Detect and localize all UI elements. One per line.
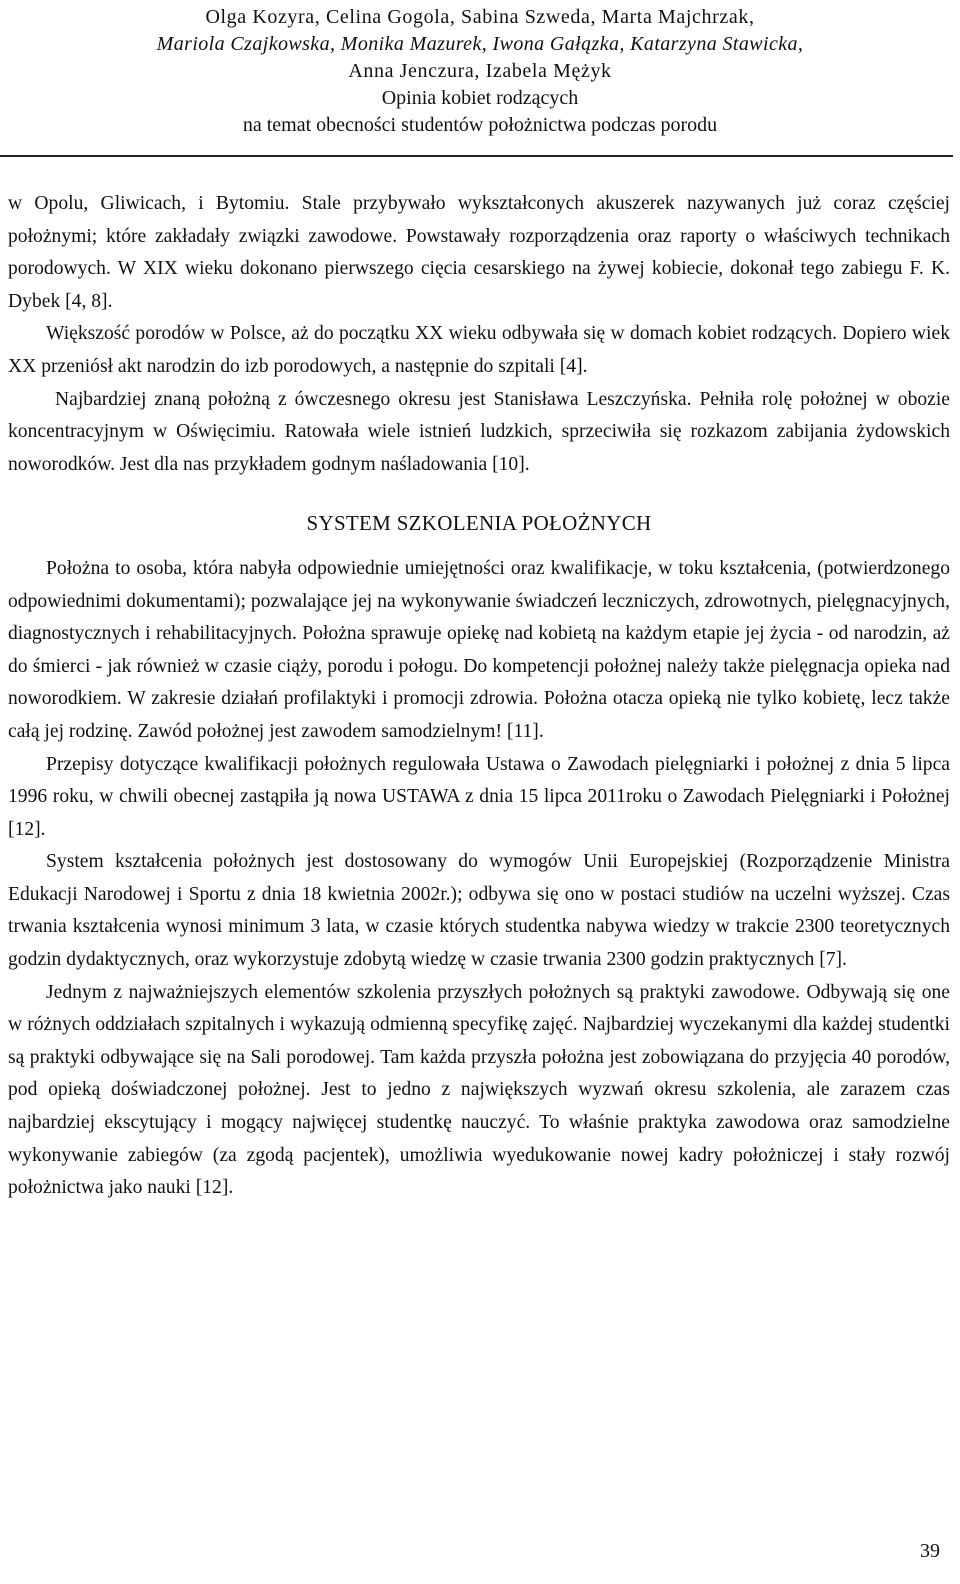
paragraph: Przepisy dotyczące kwalifikacji położnych regulowała Ustawa o Zawodach pielęgniarki i położnej z dnia 5 lipca 1996 roku, w chwili obecnej zastąpiła ją nowa USTAWA z dnia 15 lipca 2011roku o Zawodach Pielęgniarki i Położnej [12].: [8, 753, 950, 840]
paragraph: w Opolu, Gliwicach, i Bytomiu. Stale przybywało wykształconych akuszerek nazywanych już coraz częściej położnymi; które zakładały związki zawodowe. Powstawały rozporządzenia oraz raporty o właściwych technikach porodowych. W XIX wieku dokonano pierwszego cięcia cesarskiego na żywej kobiecie, dokonał tego zabiegu F. K. Dybek [4, 8].: [8, 193, 950, 312]
header-divider: [0, 155, 953, 157]
paragraph: Jednym z najważniejszych elementów szkolenia przyszłych położnych są praktyki zawodowe. Odbywają się one w różnych oddziałach szpitalnych i wykazują odmienną specyfikę zajęć. Najbardziej wyczekanymi dla każdej studentki są praktyki odbywające się na Sali porodowej. Tam każda przyszła położna jest zobowiązana do przyjęcia 40 porodów, pod opieką doświadczonej położnej. Jest to jedno z największych wyzwań okresu szkolenia, ale zarazem czas najbardziej ekscytujący i mogący najwięcej studentkę nauczyć. To właśnie praktyka zawodowa oraz samodzielne wykonywanie zabiegów (za zgodą pacjentek), umożliwia wyedukowanie nowej kadry położniczej i stały rozwój położnictwa jako nauki [12].: [8, 981, 950, 1199]
header-authors-line: Mariola Czajkowska, Monika Mazurek, Iwona Gałązka, Katarzyna Stawicka,: [156, 33, 804, 55]
header-title-line: na temat obecności studentów położnictwa podczas porodu: [242, 114, 718, 136]
header-authors-line: Olga Kozyra, Celina Gogola, Sabina Szweda, Marta Majchrzak,: [205, 6, 755, 28]
running-header: [0, 0, 960, 139]
section-heading: SYSTEM SZKOLENIA POŁOŻNYCH: [306, 511, 652, 536]
paragraph: System kształcenia położnych jest dostosowany do wymogów Unii Europejskiej (Rozporządzenie Ministra Edukacji Narodowej i Sportu z dnia 18 kwietnia 2002r.); odbywa się ono w postaci studiów na uczelni wyższej. Czas trwania kształcenia wynosi minimum 3 lata, w czasie których studentka nabywa wiedzy w trakcie 2300 teoretycznych godzin dydaktycznych, oraz wykorzystuje zdobytą wiedzę w czasie trwania 2300 godzin praktycznych [7].: [8, 851, 950, 971]
paragraph: Położna to osoba, która nabyła odpowiednie umiejętności oraz kwalifikacje, w toku kształcenia, (potwierdzonego odpowiednimi dokumentami); pozwalające jej na wykonywanie świadczeń leczniczych, zdrowotnych, pielęgnacyjnych, diagnostycznych i rehabilitacyjnych. Położna sprawuje opiekę nad kobietą na każdym etapie jej życia - od narodzin, aż do śmierci - jak również w czasie ciąży, porodu i połogu. Do kompetencji położnej należy także pielęgnacja opieka nad noworodkiem. W zakresie działań profilaktyki i promocji zdrowia. Położna otacza opieką nie tylko kobietę, lecz także całą jej rodzinę. Zawód położnej jest zawodem samodzielnym! [11].: [8, 557, 950, 742]
header-authors-line: Anna Jenczura, Izabela Mężyk: [348, 60, 612, 82]
article-body: [8, 188, 950, 1205]
header-title-line: Opinia kobiet rodzących: [381, 87, 579, 109]
paragraph: Najbardziej znaną położną z ówczesnego okresu jest Stanisława Leszczyńska. Pełniła rolę położnej w obozie koncentracyjnym w Oświęcimiu. Ratowała wiele istnień ludzkich, sprzeciwiła się rozkazom zabijania żydowskich noworodków. Jest dla nas przykładem godnym naśladowania [10].: [8, 388, 950, 475]
paragraph: Większość porodów w Polsce, aż do początku XX wieku odbywała się w domach kobiet rodzących. Dopiero wiek XX przeniósł akt narodzin do izb porodowych, a następnie do szpitali [4].: [8, 323, 950, 377]
page-number: 39: [920, 1540, 940, 1562]
